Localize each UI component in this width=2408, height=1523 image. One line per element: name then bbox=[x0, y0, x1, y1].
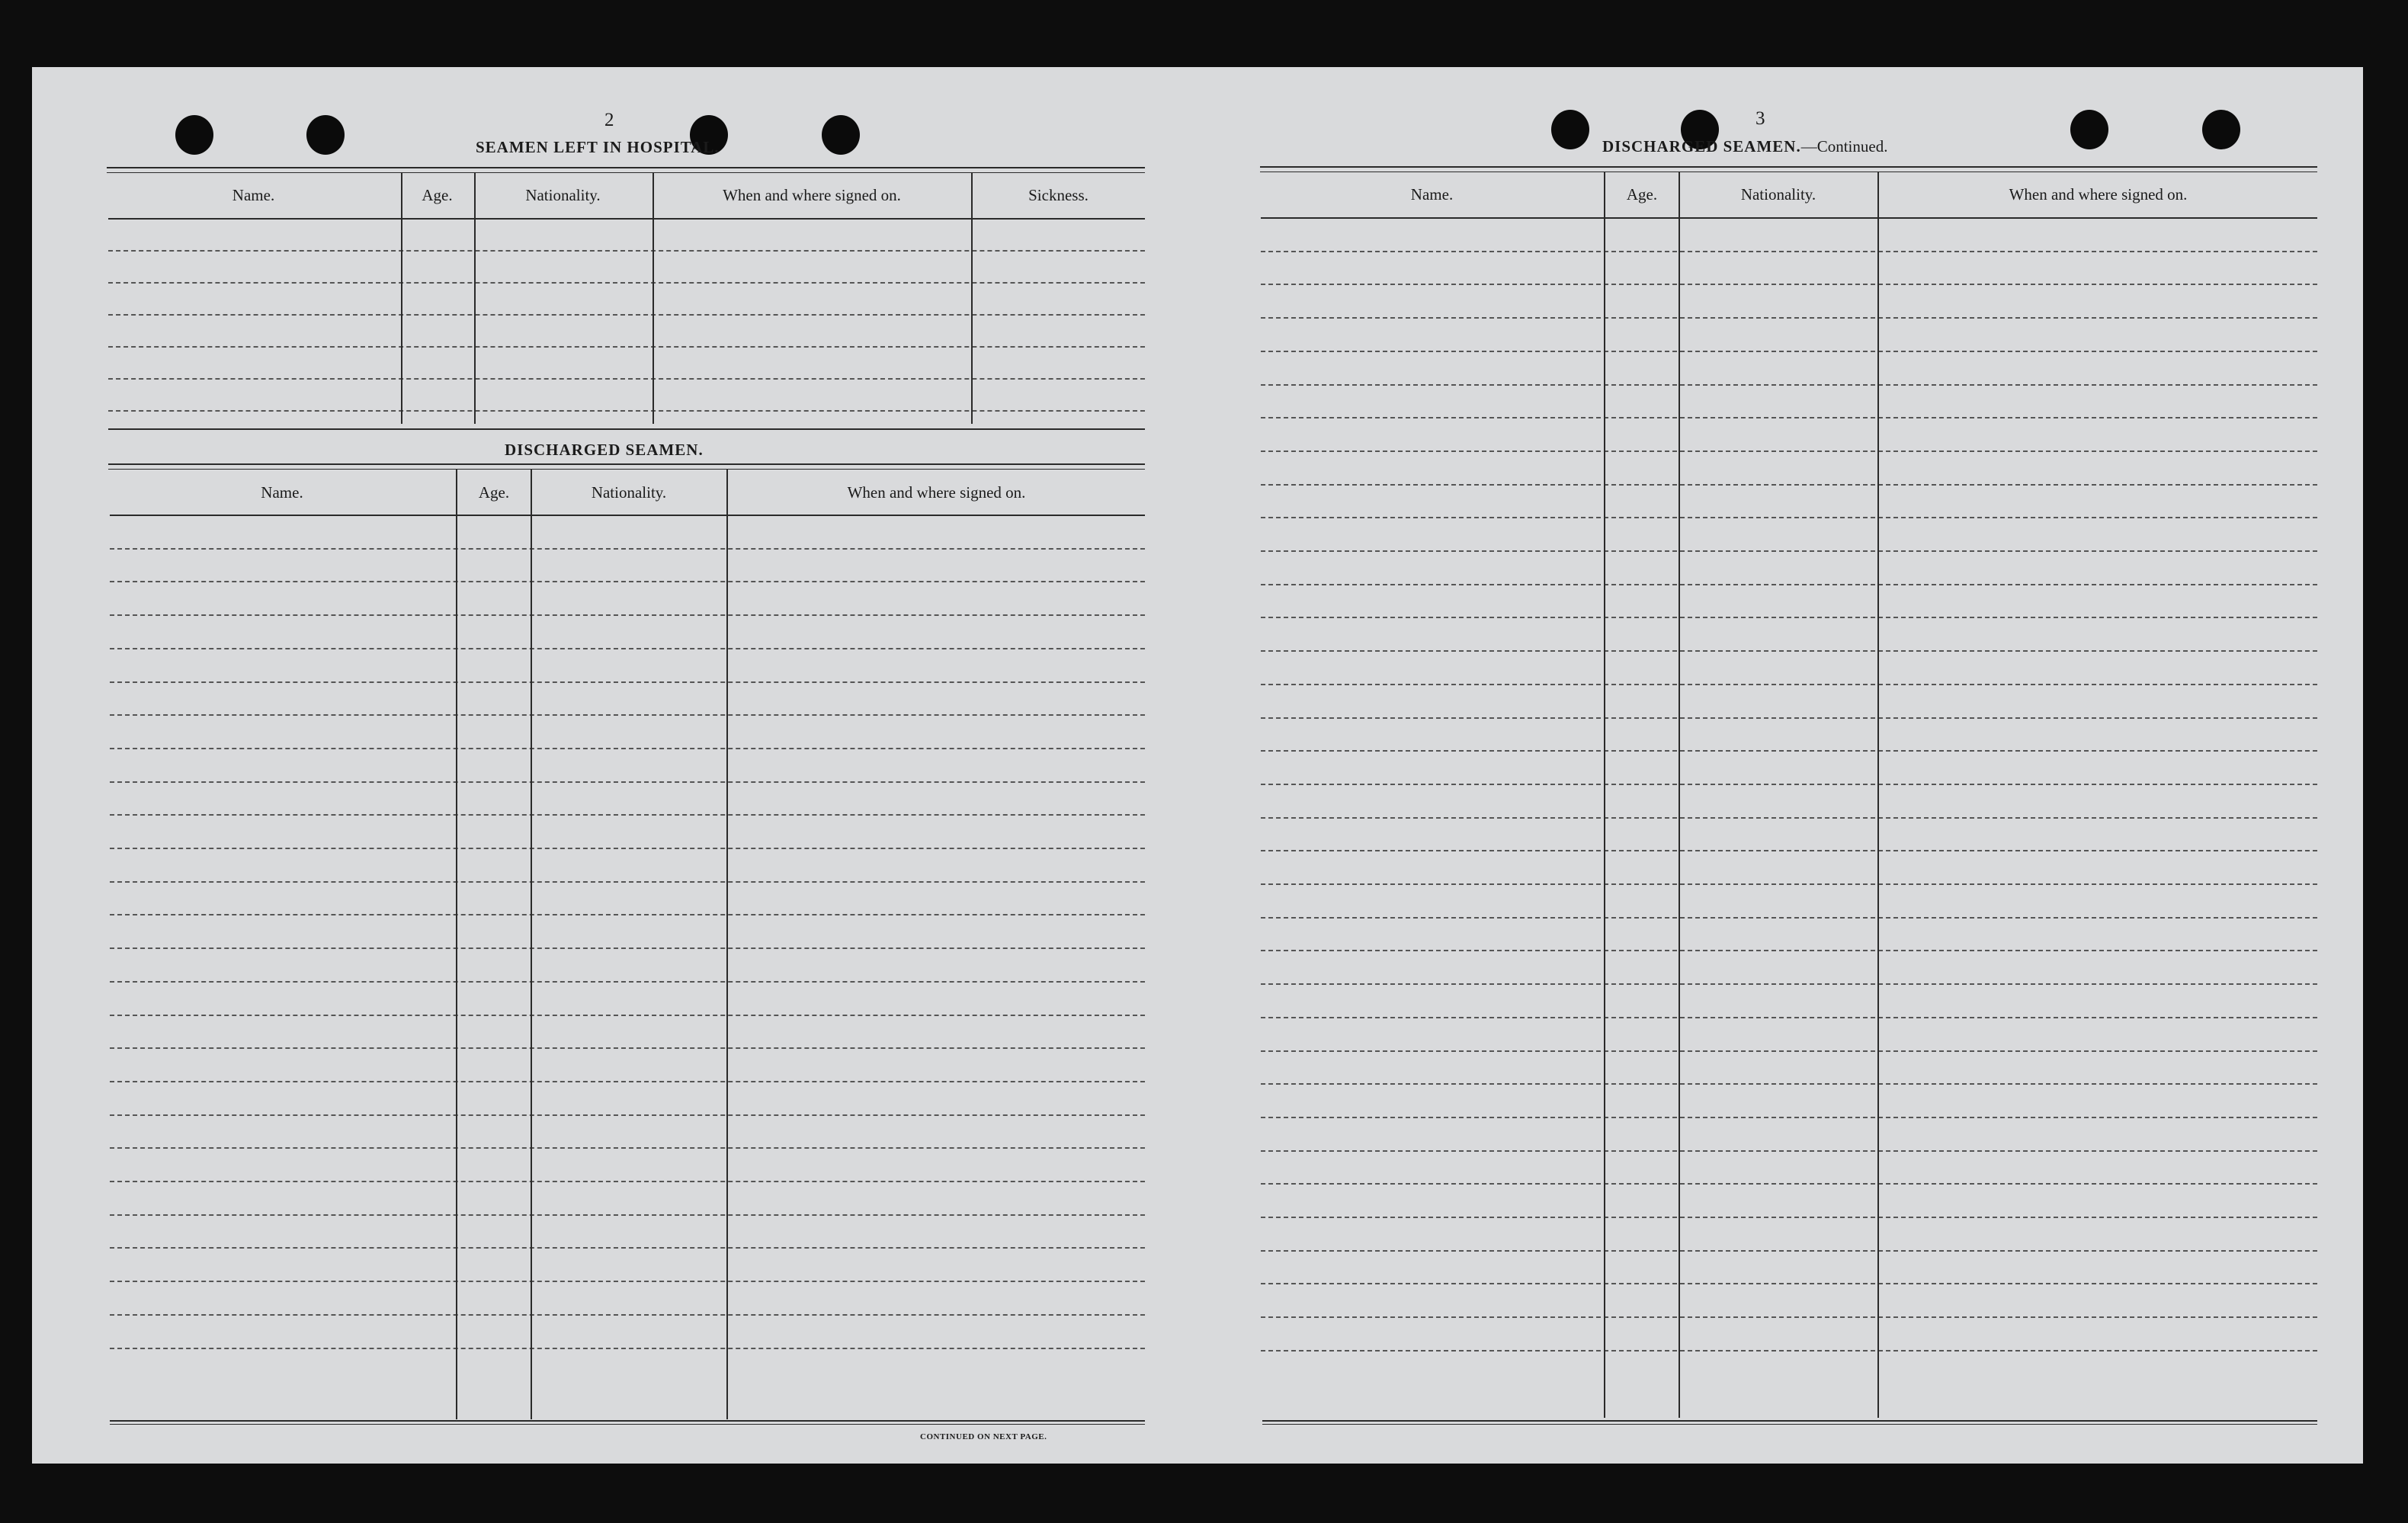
ruled-row-line bbox=[110, 1281, 1145, 1282]
col-header-name: Name. bbox=[1410, 185, 1454, 204]
ruled-row-line bbox=[1261, 550, 2317, 552]
col-header-nationality: Nationality. bbox=[525, 186, 601, 204]
column-divider bbox=[1877, 172, 1879, 1418]
ruled-row-line bbox=[1261, 251, 2317, 252]
ruled-row-line bbox=[1261, 850, 2317, 851]
col-header-age: Age. bbox=[1626, 185, 1658, 204]
hospital-table-top-rule bbox=[107, 167, 1145, 173]
ruled-row-line bbox=[1261, 1117, 2317, 1118]
punch-hole bbox=[2202, 110, 2240, 149]
col-header-name: Name. bbox=[232, 186, 275, 204]
ruled-row-line bbox=[1261, 584, 2317, 585]
ruled-row-line bbox=[1261, 750, 2317, 752]
header-underline bbox=[1261, 217, 2317, 219]
ruled-row-line bbox=[1261, 950, 2317, 951]
ruled-row-line bbox=[1261, 1316, 2317, 1318]
hospital-table-bottom-rule bbox=[108, 428, 1145, 430]
ruled-row-line bbox=[110, 1015, 1145, 1016]
column-divider bbox=[1679, 172, 1680, 1418]
ruled-row-line bbox=[1261, 983, 2317, 985]
ruled-row-line bbox=[110, 848, 1145, 849]
column-divider bbox=[1604, 172, 1605, 1418]
ruled-row-line bbox=[110, 947, 1145, 949]
punch-hole bbox=[175, 115, 213, 155]
ruled-row-line bbox=[1261, 1217, 2317, 1218]
right-table-bottom-rule bbox=[1262, 1420, 2317, 1425]
ruled-row-line bbox=[1261, 450, 2317, 452]
punch-hole bbox=[2070, 110, 2108, 149]
discharged-table-bottom-rule bbox=[110, 1420, 1145, 1425]
right-title-continued: —Continued. bbox=[1800, 137, 1888, 156]
ruled-row-line bbox=[1261, 284, 2317, 285]
ruled-row-line bbox=[1261, 384, 2317, 386]
ruled-row-line bbox=[108, 378, 1145, 380]
ruled-row-line bbox=[110, 1047, 1145, 1049]
ruled-row-line bbox=[1261, 1250, 2317, 1252]
ruled-row-line bbox=[1261, 1017, 2317, 1018]
ruled-row-line bbox=[1261, 717, 2317, 719]
ruled-row-line bbox=[1261, 1083, 2317, 1085]
page-number-right: 3 bbox=[1755, 108, 1765, 129]
ruled-row-line bbox=[110, 881, 1145, 883]
ruled-row-line bbox=[110, 1114, 1145, 1116]
col-header-sickness: Sickness. bbox=[1028, 186, 1089, 204]
ruled-row-line bbox=[110, 1181, 1145, 1182]
ruled-row-line bbox=[108, 250, 1145, 252]
ruled-row-line bbox=[110, 1147, 1145, 1149]
punch-hole bbox=[306, 115, 345, 155]
ruled-row-line bbox=[110, 781, 1145, 783]
hospital-section-title: SEAMEN LEFT IN HOSPITAL. bbox=[476, 138, 720, 156]
ruled-row-line bbox=[110, 748, 1145, 749]
ruled-row-line bbox=[110, 614, 1145, 616]
ruled-row-line bbox=[1261, 517, 2317, 518]
document-sheet bbox=[32, 67, 2363, 1464]
header-underline bbox=[110, 515, 1145, 516]
col-header-signed-on: When and where signed on. bbox=[847, 483, 1026, 502]
ruled-row-line bbox=[110, 648, 1145, 649]
ruled-row-line bbox=[110, 814, 1145, 816]
ruled-row-line bbox=[1261, 1350, 2317, 1351]
ruled-row-line bbox=[110, 681, 1145, 683]
ruled-row-line bbox=[110, 581, 1145, 582]
column-divider bbox=[456, 470, 457, 1419]
column-divider bbox=[531, 470, 532, 1419]
column-divider bbox=[401, 172, 402, 424]
column-divider bbox=[653, 172, 654, 424]
column-divider bbox=[971, 172, 973, 424]
ruled-row-line bbox=[110, 981, 1145, 983]
ruled-row-line bbox=[110, 1314, 1145, 1316]
ruled-row-line bbox=[110, 714, 1145, 716]
column-divider bbox=[474, 172, 476, 424]
ruled-row-line bbox=[1261, 784, 2317, 785]
discharged-section-title: DISCHARGED SEAMEN. bbox=[505, 441, 704, 459]
ruled-row-line bbox=[1261, 317, 2317, 319]
ruled-row-line bbox=[110, 1348, 1145, 1349]
ruled-row-line bbox=[1261, 650, 2317, 652]
col-header-age: Age. bbox=[478, 483, 510, 502]
ruled-row-line bbox=[108, 282, 1145, 284]
ruled-row-line bbox=[108, 314, 1145, 316]
right-title-main: DISCHARGED SEAMEN. bbox=[1602, 137, 1801, 156]
ruled-row-line bbox=[1261, 617, 2317, 618]
ruled-row-line bbox=[110, 914, 1145, 915]
ruled-row-line bbox=[1261, 917, 2317, 919]
column-divider bbox=[726, 470, 728, 1419]
col-header-nationality: Nationality. bbox=[1740, 185, 1816, 204]
right-table-top-rule bbox=[1260, 166, 2317, 172]
ruled-row-line bbox=[1261, 351, 2317, 352]
ruled-row-line bbox=[110, 1214, 1145, 1216]
col-header-name: Name. bbox=[261, 483, 303, 502]
ruled-row-line bbox=[108, 410, 1145, 412]
ruled-row-line bbox=[1261, 883, 2317, 885]
ruled-row-line bbox=[110, 1081, 1145, 1082]
header-underline bbox=[108, 218, 1145, 220]
col-header-signed-on: When and where signed on. bbox=[723, 186, 901, 204]
ruled-row-line bbox=[1261, 1050, 2317, 1052]
ruled-row-line bbox=[1261, 417, 2317, 418]
ruled-row-line bbox=[1261, 1183, 2317, 1185]
punch-hole bbox=[822, 115, 860, 155]
ruled-row-line bbox=[1261, 817, 2317, 819]
ruled-row-line bbox=[110, 548, 1145, 550]
ruled-row-line bbox=[110, 1247, 1145, 1249]
col-header-signed-on: When and where signed on. bbox=[2009, 185, 2188, 204]
ruled-row-line bbox=[108, 346, 1145, 348]
continued-note: CONTINUED ON NEXT PAGE. bbox=[920, 1432, 1047, 1441]
ruled-row-line bbox=[1261, 1283, 2317, 1284]
ruled-row-line bbox=[1261, 484, 2317, 486]
ruled-row-line bbox=[1261, 1150, 2317, 1152]
page-number-left: 2 bbox=[604, 110, 614, 130]
discharged-table-top-rule bbox=[108, 463, 1145, 470]
punch-hole bbox=[1551, 110, 1589, 149]
ruled-row-line bbox=[1261, 684, 2317, 685]
col-header-nationality: Nationality. bbox=[591, 483, 667, 502]
col-header-age: Age. bbox=[422, 186, 453, 204]
right-page-title bbox=[1602, 137, 1887, 156]
